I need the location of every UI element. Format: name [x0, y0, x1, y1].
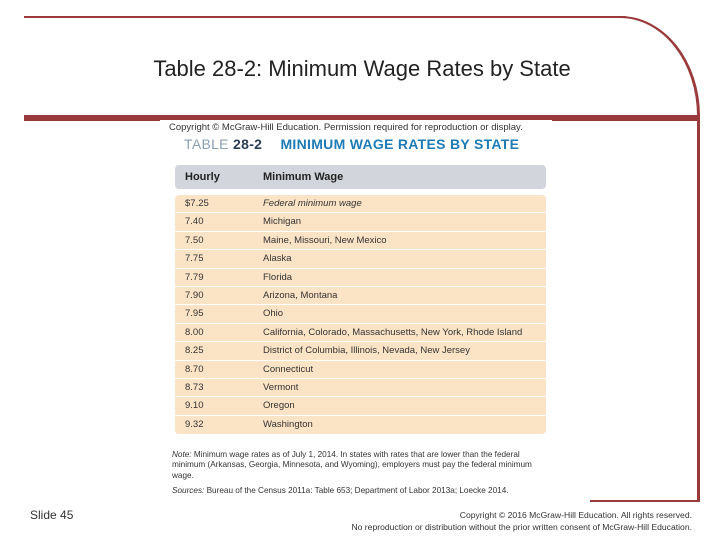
rate-cell: 8.00	[185, 326, 204, 338]
table-row	[175, 232, 546, 250]
table-row	[175, 397, 546, 415]
table-row	[175, 379, 546, 397]
rate-cell: 9.32	[185, 418, 204, 430]
table-header	[175, 165, 546, 189]
table-sources	[172, 486, 509, 495]
states-cell: Florida	[263, 271, 293, 283]
rate-cell: 8.70	[185, 363, 204, 375]
table-row	[175, 361, 546, 379]
rate-cell: 7.75	[185, 253, 204, 265]
sources-text: Bureau of the Census 2011a: Table 653; Department of Labor 2013a; Loecke 2014.	[206, 486, 509, 495]
states-cell: Oregon	[263, 400, 295, 412]
sources-label: Sources:	[172, 486, 205, 495]
table-label-number: 28-2	[233, 136, 263, 152]
states-cell: Michigan	[263, 216, 302, 228]
states-cell: District of Columbia, Illinois, Nevada, New Jersey	[263, 345, 470, 357]
rate-cell: 9.10	[185, 400, 204, 412]
table-label-prefix: TABLE	[184, 136, 229, 152]
rate-cell: 8.25	[185, 345, 204, 357]
rate-cell: 7.79	[185, 271, 204, 283]
table-row	[175, 416, 546, 434]
table-row	[175, 324, 546, 342]
table-image	[160, 120, 552, 500]
rate-cell: 7.50	[185, 234, 204, 246]
slide-frame-top	[24, 16, 626, 18]
table-row	[175, 250, 546, 268]
rate-cell: $7.25	[185, 198, 209, 209]
footer-copyright-line1: Copyright © 2016 McGraw-Hill Education. All rights reserved.	[459, 510, 692, 520]
footer-copyright	[262, 509, 692, 533]
column-header-minimum-wage: Minimum Wage	[263, 171, 344, 183]
rate-cell: 7.95	[185, 308, 204, 320]
table-row	[175, 287, 546, 305]
states-cell: California, Colorado, Massachusetts, New York, Rhode Island	[263, 326, 523, 338]
slide-title: Table 28-2: Minimum Wage Rates by State	[153, 56, 571, 81]
rate-cell: 7.90	[185, 289, 204, 301]
table-row	[175, 342, 546, 360]
states-cell: Connecticut	[263, 363, 314, 375]
states-cell: Alaska	[263, 253, 292, 265]
rate-cell: 8.73	[185, 381, 204, 393]
note-text: Minimum wage rates as of July 1, 2014. In states with rates that are lower than the federal minimum (Arkansas, Georgia, Minnesota, and Wyoming), employers must pay the federal minimum wage.	[172, 450, 532, 480]
table-note	[172, 450, 548, 481]
slide-frame-bottom	[590, 500, 700, 502]
table-heading	[184, 136, 519, 152]
states-cell: Washington	[263, 418, 313, 430]
slide-frame-curve	[610, 16, 700, 156]
states-cell: Maine, Missouri, New Mexico	[263, 234, 387, 246]
table-row	[175, 269, 546, 287]
states-cell: Vermont	[263, 381, 299, 393]
rate-cell: 7.40	[185, 216, 204, 228]
note-label: Note:	[172, 450, 192, 459]
states-cell: Federal minimum wage	[263, 198, 362, 209]
table-row	[175, 305, 546, 323]
slide-number: Slide 45	[30, 508, 74, 522]
states-cell: Arizona, Montana	[263, 289, 338, 301]
footer-copyright-line2: No reproduction or distribution without the prior written consent of McGraw-Hill Education.	[351, 522, 692, 532]
table-row	[175, 195, 546, 213]
table-row	[175, 213, 546, 231]
slide-frame-right	[697, 140, 700, 502]
table-copyright: Copyright © McGraw-Hill Education. Permission required for reproduction or display.	[169, 122, 523, 133]
table-caption: MINIMUM WAGE RATES BY STATE	[280, 136, 520, 152]
column-header-hourly: Hourly	[185, 171, 220, 183]
table-body	[175, 195, 546, 434]
states-cell: Ohio	[263, 308, 284, 320]
